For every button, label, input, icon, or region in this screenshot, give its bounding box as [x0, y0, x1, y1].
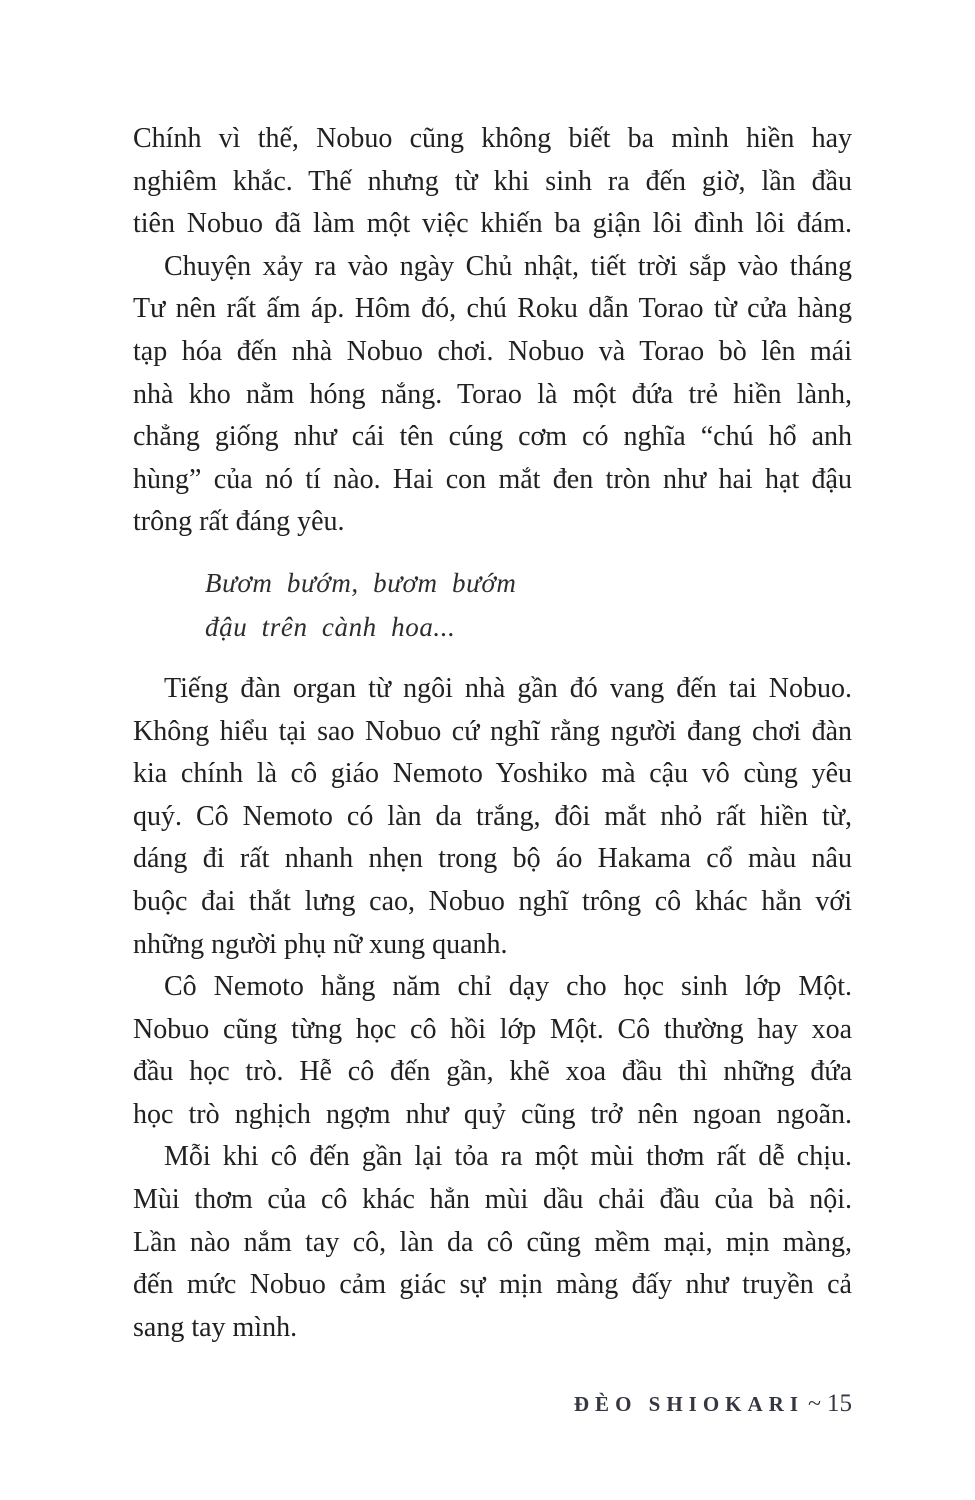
text-line: sang tay mình. [133, 1311, 298, 1343]
text-line: đầu học trò. Hễ cô đến gần, khẽ xoa đầu thì những đứa [133, 1056, 852, 1088]
text-line: nghiêm khắc. Thế nhưng từ khi sinh ra đến giờ, lần đầu [133, 165, 852, 197]
verse-line: đậu trên cành hoa... [205, 612, 456, 643]
verse-line: Bươm bướm, bươm bướm [205, 567, 517, 598]
text-line: trông rất đáng yêu. [133, 506, 345, 538]
text-line: quý. Cô Nemoto có làn da trắng, đôi mắt nhỏ rất hiền từ, [133, 800, 852, 832]
text-line: buộc đai thắt lưng cao, Nobuo nghĩ trông cô khác hẳn với [133, 885, 852, 917]
text-line: Cô Nemoto hằng năm chỉ dạy cho học sinh lớp Một. [164, 971, 852, 1003]
text-line: Nobuo cũng từng học cô hồi lớp Một. Cô thường hay xoa [133, 1013, 852, 1045]
text-line: Mỗi khi cô đến gần lại tỏa ra một mùi thơm rất dễ chịu. [164, 1141, 852, 1173]
text-line: kia chính là cô giáo Nemoto Yoshiko mà cậu vô cùng yêu [133, 758, 852, 790]
text-line: chẳng giống như cái tên cúng cơm có nghĩa “chú hổ anh [133, 421, 852, 453]
text-line: Chuyện xảy ra vào ngày Chủ nhật, tiết trời sắp vào tháng [164, 250, 852, 282]
text-line: Tư nên rất ấm áp. Hôm đó, chú Roku dẫn Torao từ cửa hàng [133, 293, 852, 325]
paragraph [133, 246, 852, 544]
text-line: học trò nghịch ngợm như quỷ cũng trở nên ngoan ngoãn. [133, 1098, 852, 1130]
text-line: đến mức Nobuo cảm giác sự mịn màng đấy như truyền cả [133, 1269, 852, 1301]
text-line: Mùi thơm của cô khác hẳn mùi dầu chải đầu của bà nội. [133, 1184, 852, 1216]
tilde-separator: ~ [808, 1391, 821, 1417]
text-line: tiên Nobuo đã làm một việc khiến ba giận lôi đình lôi đám. [133, 208, 852, 240]
paragraph [133, 1136, 852, 1349]
paragraph [133, 966, 852, 1136]
text-line: những người phụ nữ xung quanh. [133, 928, 508, 960]
body-text-block [133, 118, 852, 1349]
text-line: nhà kho nằm hóng nắng. Torao là một đứa trẻ hiền lành, [133, 378, 852, 410]
text-line: dáng đi rất nhanh nhẹn trong bộ áo Hakama cổ màu nâu [133, 843, 852, 875]
text-line: hùng” của nó tí nào. Hai con mắt đen tròn như hai hạt đậu [133, 463, 852, 495]
text-line: Tiếng đàn organ từ ngôi nhà gần đó vang đến tai Nobuo. [164, 672, 852, 704]
text-line: tạp hóa đến nhà Nobuo chơi. Nobuo và Torao bò lên mái [133, 335, 852, 367]
text-line: Lần nào nắm tay cô, làn da cô cũng mềm mại, mịn màng, [133, 1226, 852, 1258]
paragraph [133, 668, 852, 966]
book-title: ĐÈO SHIOKARI [573, 1392, 805, 1416]
page-number: 15 [827, 1390, 852, 1417]
running-footer [574, 1390, 852, 1418]
paragraph [133, 118, 852, 246]
text-line: Chính vì thế, Nobuo cũng không biết ba mình hiền hay [133, 123, 852, 154]
text-line: Không hiểu tại sao Nobuo cứ nghĩ rằng người đang chơi đàn [133, 715, 852, 747]
verse-stanza [133, 561, 852, 650]
